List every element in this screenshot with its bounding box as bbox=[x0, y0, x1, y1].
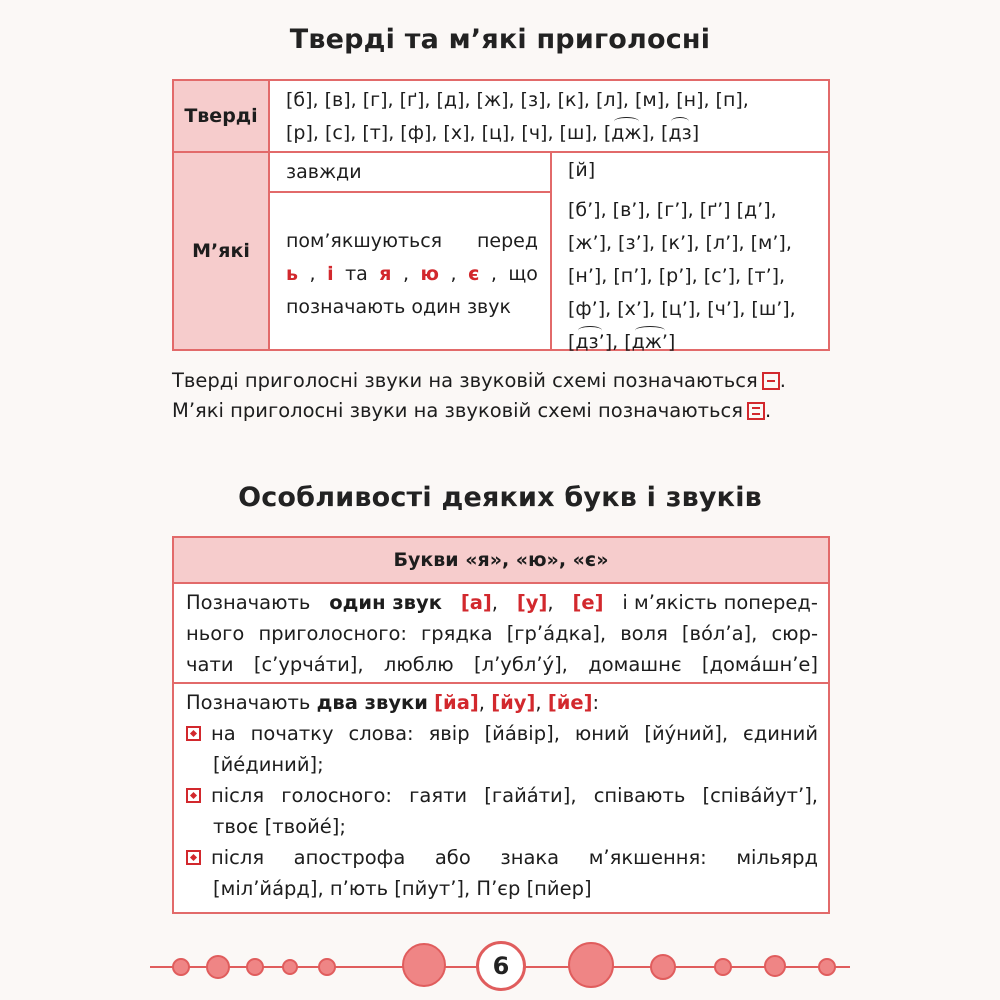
soft-label: М’які bbox=[174, 153, 268, 349]
footer-dot bbox=[764, 955, 786, 977]
letters-header: Букви «я», «ю», «є» bbox=[174, 538, 828, 582]
footer-dot bbox=[402, 943, 446, 987]
two-sounds-block: Позначають два звуки [йа], [йу], [йе]: на початку слова: явір [йа́вір], юний [йу́ний], єдиний [йе́диний]; після голосного: гаяти [гайа́ти], співають [співа́йут’], твоє [твойе́]; після апострофа або знака м’якшення: мільярд [міл’йа́рд], п’ють [пйут’], П’єр [пйер] bbox=[186, 687, 818, 904]
hard-sound-symbol bbox=[762, 372, 780, 390]
softened-description: пом’якшуються перед ь , і та я , ю , є , що позначають один звук bbox=[286, 230, 538, 318]
list-item: на початку слова: явір [йа́вір], юний [йу́ний], єдиний [йе́диний]; bbox=[186, 718, 818, 780]
note-soft: М’які приголосні звуки на звуковій схемі позначаються . bbox=[172, 399, 772, 422]
footer-dot bbox=[650, 954, 676, 980]
one-sound-block: Позначають один звук [а], [у], [е] і м’якість поперед- нього приголосного: грядка [гр’а́дка], воля [во́л’а], сюр- чати [с’урча́ти], люблю [л’убл’у́], домашнє [дома́шн’е] bbox=[186, 591, 818, 676]
footer-dot bbox=[282, 959, 298, 975]
soft-sound-symbol bbox=[747, 402, 765, 420]
bullet-icon bbox=[186, 788, 201, 803]
bullet-icon bbox=[186, 850, 201, 865]
footer-dot bbox=[714, 958, 732, 976]
always-value: [й] bbox=[568, 159, 596, 181]
letters-table bbox=[172, 536, 830, 914]
consonants-table bbox=[172, 79, 830, 351]
always-label: завжди bbox=[286, 161, 362, 183]
section-title: Особливості деяких букв і звуків bbox=[238, 482, 762, 513]
page-number: 6 bbox=[476, 941, 526, 991]
page-title: Тверді та м’які приголосні bbox=[289, 24, 711, 55]
footer-dot bbox=[172, 958, 190, 976]
hard-label: Тверді bbox=[174, 81, 268, 151]
note-hard: Тверді приголосні звуки на звуковій схемі позначаються . bbox=[172, 369, 786, 392]
hard-consonants: [б], [в], [г], [ґ], [д], [ж], [з], [к], [л], [м], [н], [п], [р], [с], [т], [ф], [х], [ц], [ч], [ш], [дж], [дз] bbox=[286, 84, 826, 150]
list-item: після голосного: гаяти [гайа́ти], співають [співа́йут’], твоє [твойе́]; bbox=[186, 780, 818, 842]
footer-dot bbox=[568, 942, 614, 988]
footer-dot bbox=[246, 958, 264, 976]
list-item: після апострофа або знака м’якшення: мільярд [міл’йа́рд], п’ють [пйут’], П’єр [пйер] bbox=[186, 842, 818, 904]
bullet-icon bbox=[186, 726, 201, 741]
soft-consonants: [б’], [в’], [г’], [ґ’] [д’], [ж’], [з’], [к’], [л’], [м’], [н’], [п’], [р’], [с’], [т’], [ф’], [х’], [ц’], [ч’], [ш’], [дз’], [дж’] bbox=[568, 194, 826, 359]
footer-dot bbox=[318, 958, 336, 976]
footer-dot bbox=[818, 958, 836, 976]
footer-dot bbox=[206, 955, 230, 979]
